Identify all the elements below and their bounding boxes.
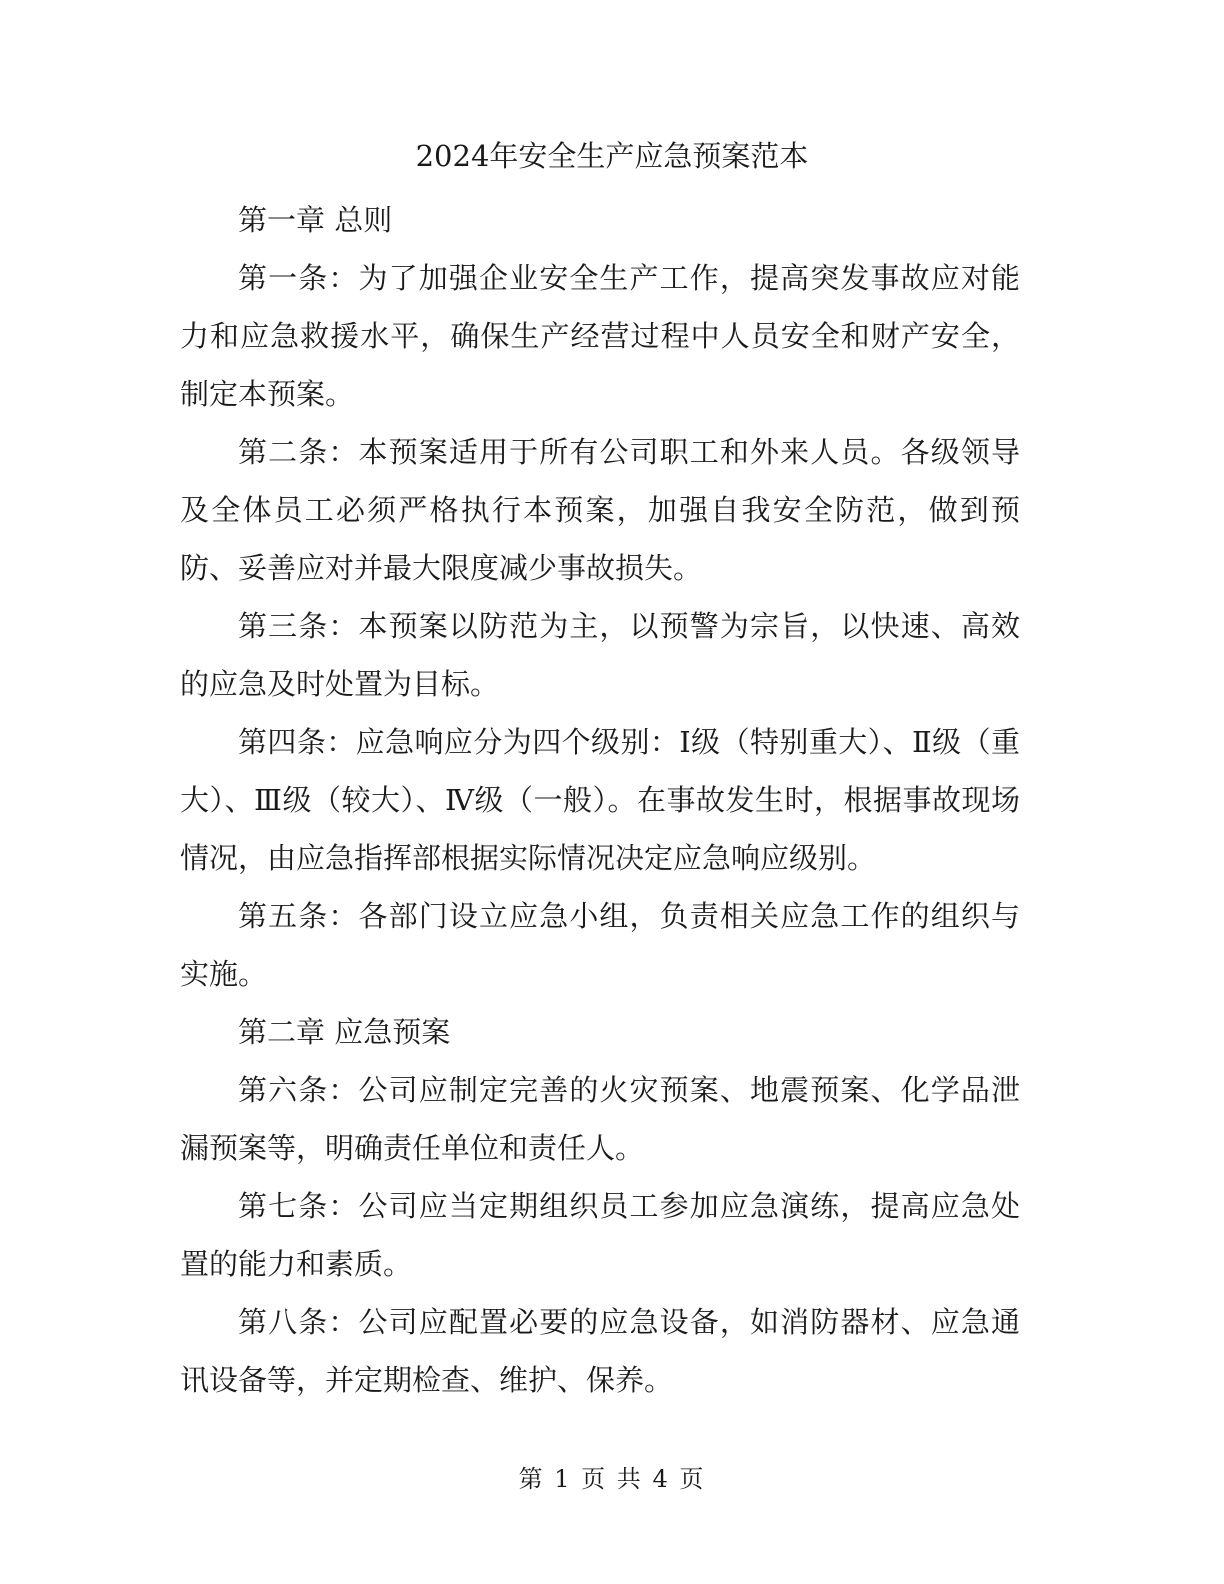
chapter-heading: 第二章 应急预案 [238, 1015, 451, 1049]
page-number-footer: 第 1 页 共 4 页 [518, 1465, 706, 1493]
document-title: 2024年安全生产应急预案范本 [415, 139, 809, 173]
article-paragraph: 第一条：为了加强企业安全生产工作，提高突发事故应对能力和应急救援水平，确保生产经营过程中人员安全和财产安全，制定本预案。 [180, 261, 1020, 411]
chapter-heading: 第一章 总则 [238, 203, 393, 237]
article-paragraph: 第六条：公司应制定完善的火灾预案、地震预案、化学品泄漏预案等，明确责任单位和责任人。 [180, 1073, 1020, 1165]
article-paragraph: 第八条：公司应配置必要的应急设备，如消防器材、应急通讯设备等，并定期检查、维护、保养。 [180, 1305, 1020, 1397]
article-paragraph: 第五条：各部门设立应急小组，负责相关应急工作的组织与实施。 [180, 899, 1020, 991]
article-paragraph: 第二条：本预案适用于所有公司职工和外来人员。各级领导及全体员工必须严格执行本预案，加强自我安全防范，做到预防、妥善应对并最大限度减少事故损失。 [180, 435, 1020, 585]
article-paragraph: 第四条：应急响应分为四个级别：Ⅰ级（特别重大）、Ⅱ级（重大）、Ⅲ级（较大）、Ⅳ级（一般）。在事故发生时，根据事故现场情况，由应急指挥部根据实际情况决定应急响应级别。 [180, 725, 1020, 875]
document-body [180, 191, 1020, 1409]
article-paragraph: 第七条：公司应当定期组织员工参加应急演练，提高应急处置的能力和素质。 [180, 1189, 1020, 1281]
article-paragraph: 第三条：本预案以防范为主，以预警为宗旨，以快速、高效的应急及时处置为目标。 [180, 609, 1020, 701]
